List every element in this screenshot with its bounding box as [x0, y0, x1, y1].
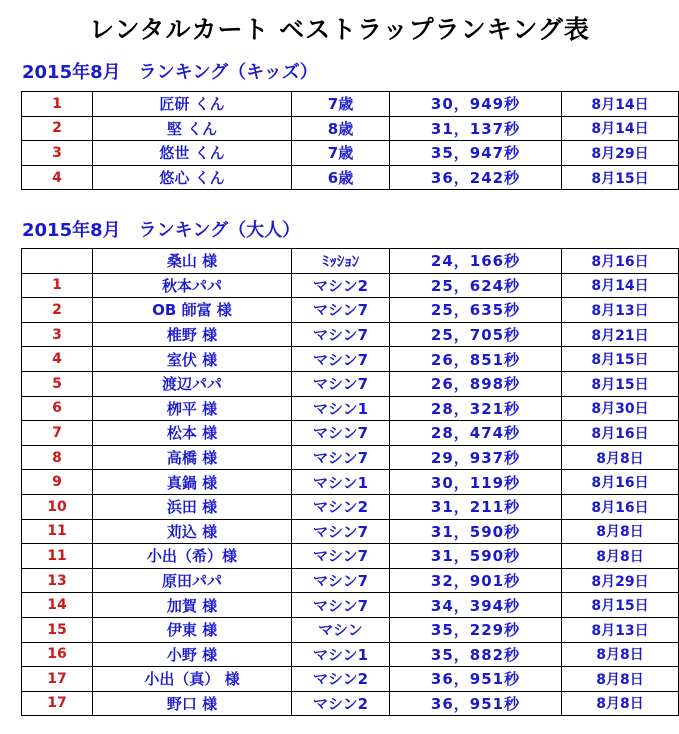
time-cell: 26，851秒	[390, 347, 562, 372]
time-cell: 31，590秒	[390, 519, 562, 544]
table-row	[22, 519, 679, 544]
time-cell: 35，229秒	[390, 617, 562, 642]
class-cell: マシン7	[292, 347, 390, 372]
class-cell: ﾐｯｼｮﾝ	[292, 249, 390, 274]
time-cell: 30，949秒	[390, 92, 562, 117]
kids-ranking-heading: 2015年8月 ランキング（キッズ）	[22, 62, 318, 83]
rank-cell: 9	[22, 470, 93, 495]
table-row	[22, 396, 679, 421]
date-cell: 8月8日	[562, 544, 679, 569]
time-cell: 31，211秒	[390, 494, 562, 519]
table-row	[22, 273, 679, 298]
class-cell: 7歳	[292, 92, 390, 117]
name-cell: 高橋 様	[93, 445, 292, 470]
rank-cell: 15	[22, 617, 93, 642]
rank-cell: 3	[22, 322, 93, 347]
class-cell: 7歳	[292, 141, 390, 166]
time-cell: 36，951秒	[390, 691, 562, 716]
time-cell: 31，590秒	[390, 544, 562, 569]
class-cell: マシン2	[292, 494, 390, 519]
name-cell: 椎野 様	[93, 322, 292, 347]
table-row	[22, 371, 679, 396]
date-cell: 8月16日	[562, 249, 679, 274]
date-cell: 8月8日	[562, 445, 679, 470]
name-cell: 渡辺パパ	[93, 371, 292, 396]
class-cell: マシン7	[292, 445, 390, 470]
table-row	[22, 667, 679, 692]
rank-cell: 6	[22, 396, 93, 421]
name-cell: 秋本パパ	[93, 273, 292, 298]
class-cell: マシン7	[292, 298, 390, 323]
name-cell: 悠心 くん	[93, 165, 292, 190]
name-cell: 小出（真） 様	[93, 667, 292, 692]
time-cell: 35，882秒	[390, 642, 562, 667]
class-cell: マシン2	[292, 667, 390, 692]
time-cell: 36，242秒	[390, 165, 562, 190]
table-row	[22, 421, 679, 446]
rank-cell: 11	[22, 544, 93, 569]
table-row	[22, 470, 679, 495]
class-cell: マシン7	[292, 322, 390, 347]
date-cell: 8月16日	[562, 494, 679, 519]
table-row	[22, 322, 679, 347]
table-row	[22, 593, 679, 618]
rank-cell: 3	[22, 141, 93, 166]
class-cell: マシン7	[292, 544, 390, 569]
name-cell: 小出（希）様	[93, 544, 292, 569]
time-cell: 28，321秒	[390, 396, 562, 421]
adults-ranking-table	[21, 248, 679, 716]
class-cell: マシン2	[292, 691, 390, 716]
name-cell: 苅込 様	[93, 519, 292, 544]
time-cell: 26，898秒	[390, 371, 562, 396]
name-cell: 原田パパ	[93, 568, 292, 593]
class-cell: マシン7	[292, 568, 390, 593]
time-cell: 31，137秒	[390, 116, 562, 141]
rank-cell: 5	[22, 371, 93, 396]
time-cell: 30，119秒	[390, 470, 562, 495]
class-cell: 6歳	[292, 165, 390, 190]
name-cell: 真鍋 様	[93, 470, 292, 495]
name-cell: 堅 くん	[93, 116, 292, 141]
rank-cell: 14	[22, 593, 93, 618]
name-cell: 浜田 様	[93, 494, 292, 519]
rank-cell: 8	[22, 445, 93, 470]
table-row	[22, 347, 679, 372]
class-cell: マシン	[292, 617, 390, 642]
time-cell: 34，394秒	[390, 593, 562, 618]
class-cell: マシン1	[292, 642, 390, 667]
page-title: レンタルカート ベストラップランキング表	[89, 15, 590, 44]
name-cell: 松本 様	[93, 421, 292, 446]
time-cell: 32，901秒	[390, 568, 562, 593]
date-cell: 8月13日	[562, 298, 679, 323]
time-cell: 24，166秒	[390, 249, 562, 274]
table-row	[22, 141, 679, 166]
rank-cell: 11	[22, 519, 93, 544]
name-cell: 栁平 様	[93, 396, 292, 421]
name-cell: 室伏 様	[93, 347, 292, 372]
date-cell: 8月21日	[562, 322, 679, 347]
date-cell: 8月29日	[562, 568, 679, 593]
table-row	[22, 165, 679, 190]
table-row	[22, 116, 679, 141]
rank-cell: 17	[22, 691, 93, 716]
table-row	[22, 445, 679, 470]
table-row	[22, 494, 679, 519]
time-cell: 35，947秒	[390, 141, 562, 166]
name-cell: 小野 様	[93, 642, 292, 667]
name-cell: 加賀 様	[93, 593, 292, 618]
rank-cell: 16	[22, 642, 93, 667]
rank-cell: 10	[22, 494, 93, 519]
class-cell: マシン7	[292, 421, 390, 446]
name-cell: OB 師富 様	[93, 298, 292, 323]
time-cell: 25，635秒	[390, 298, 562, 323]
table-row	[22, 544, 679, 569]
date-cell: 8月29日	[562, 141, 679, 166]
date-cell: 8月15日	[562, 371, 679, 396]
date-cell: 8月14日	[562, 92, 679, 117]
table-row	[22, 92, 679, 117]
time-cell: 25，705秒	[390, 322, 562, 347]
table-row	[22, 249, 679, 274]
name-cell: 野口 様	[93, 691, 292, 716]
table-row	[22, 691, 679, 716]
rank-cell: 2	[22, 298, 93, 323]
class-cell: マシン7	[292, 371, 390, 396]
rank-cell: 1	[22, 273, 93, 298]
date-cell: 8月16日	[562, 470, 679, 495]
table-row	[22, 617, 679, 642]
time-cell: 25，624秒	[390, 273, 562, 298]
date-cell: 8月15日	[562, 593, 679, 618]
rank-cell: 4	[22, 165, 93, 190]
name-cell: 桑山 様	[93, 249, 292, 274]
class-cell: マシン1	[292, 470, 390, 495]
time-cell: 36，951秒	[390, 667, 562, 692]
name-cell: 悠世 くん	[93, 141, 292, 166]
class-cell: マシン7	[292, 519, 390, 544]
rank-cell: 1	[22, 92, 93, 117]
date-cell: 8月8日	[562, 667, 679, 692]
rank-cell: 17	[22, 667, 93, 692]
kids-ranking-table	[21, 91, 679, 190]
adults-ranking-heading: 2015年8月 ランキング（大人）	[22, 220, 301, 241]
class-cell: マシン2	[292, 273, 390, 298]
date-cell: 8月15日	[562, 347, 679, 372]
date-cell: 8月14日	[562, 116, 679, 141]
table-row	[22, 568, 679, 593]
class-cell: 8歳	[292, 116, 390, 141]
rank-cell: 13	[22, 568, 93, 593]
class-cell: マシン1	[292, 396, 390, 421]
date-cell: 8月8日	[562, 691, 679, 716]
table-row	[22, 642, 679, 667]
rank-cell	[22, 249, 93, 274]
date-cell: 8月13日	[562, 617, 679, 642]
date-cell: 8月14日	[562, 273, 679, 298]
rank-cell: 7	[22, 421, 93, 446]
date-cell: 8月16日	[562, 421, 679, 446]
date-cell: 8月30日	[562, 396, 679, 421]
rank-cell: 2	[22, 116, 93, 141]
name-cell: 匠研 くん	[93, 92, 292, 117]
table-row	[22, 298, 679, 323]
date-cell: 8月8日	[562, 519, 679, 544]
date-cell: 8月15日	[562, 165, 679, 190]
time-cell: 29，937秒	[390, 445, 562, 470]
name-cell: 伊東 様	[93, 617, 292, 642]
rank-cell: 4	[22, 347, 93, 372]
time-cell: 28，474秒	[390, 421, 562, 446]
class-cell: マシン7	[292, 593, 390, 618]
date-cell: 8月8日	[562, 642, 679, 667]
